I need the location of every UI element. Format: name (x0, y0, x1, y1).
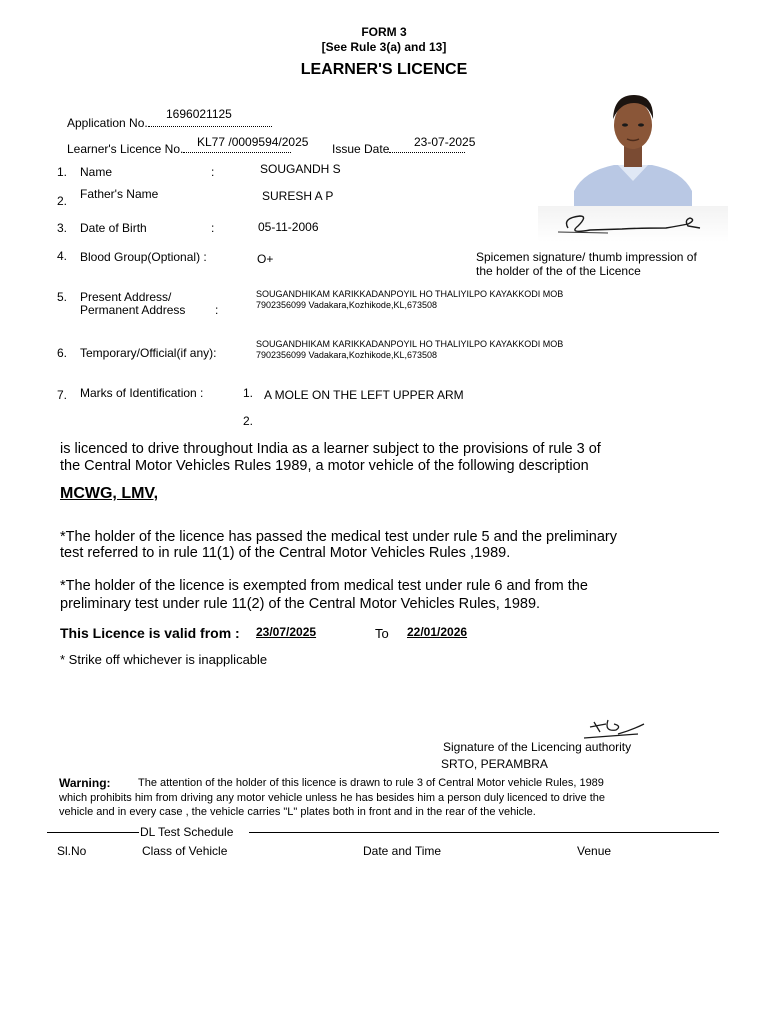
field-present-address-line1: SOUGANDHIKAM KARIKKADANPOYIL HO THALIYILPO KAYAKKODI MOB (256, 289, 564, 299)
schedule-rule-right (249, 832, 719, 833)
field-name-label: Name (80, 165, 113, 179)
specimen-caption-line2: the holder of the of the Licence (476, 264, 641, 278)
field-temporary-address-line2: 7902356099 Vadakara,Kozhikode,KL,673508 (256, 350, 437, 360)
form-number: FORM 3 (361, 25, 407, 39)
field-temporary-address-line1: SOUGANDHIKAM KARIKKADANPOYIL HO THALIYILPO KAYAKKODI MOB (256, 339, 564, 349)
body-para3-line1: *The holder of the licence is exempted from medical test under rule 6 and from the (60, 578, 588, 594)
valid-from-value: 23/07/2025 (256, 625, 317, 639)
field-present-address-label: Present Address/ (80, 290, 172, 304)
specimen-signature (538, 206, 728, 242)
application-number-value: 1696021125 (166, 107, 232, 121)
rule-reference: [See Rule 3(a) and 13] (321, 40, 447, 54)
mark-1-value: A MOLE ON THE LEFT UPPER ARM (264, 388, 464, 402)
schedule-title: DL Test Schedule (140, 825, 234, 839)
field-blood-label: Blood Group(Optional) : (80, 250, 207, 264)
field-name-value: SOUGANDH S (260, 162, 341, 176)
body-para2-line1: *The holder of the licence has passed the medical test under rule 5 and the preliminary (60, 529, 617, 545)
field-temporary-address-label: Temporary/Official(if any): (80, 346, 217, 360)
licence-number-label: Learner's Licence No. (67, 140, 291, 156)
field-father-value: SURESH A P (262, 189, 334, 203)
application-number-label: Application No. (67, 114, 272, 130)
strike-off-note: * Strike off whichever is inapplicable (60, 652, 268, 667)
licence-number-value: KL77 /0009594/2025 (197, 135, 309, 149)
field-name-colon: : (211, 165, 215, 179)
holder-photo (574, 87, 692, 207)
field-4-number: 4. (57, 249, 68, 263)
issue-date-value: 23-07-2025 (414, 135, 476, 149)
warning-label: Warning: (59, 776, 111, 790)
field-1-number: 1. (57, 165, 68, 179)
schedule-col-venue: Venue (577, 844, 612, 858)
field-3-number: 3. (57, 221, 68, 235)
schedule-rule-left (47, 832, 139, 833)
field-blood-value: O+ (257, 252, 274, 266)
mark-1-number: 1. (243, 386, 254, 400)
vehicle-class: MCWG, LMV, (60, 485, 159, 502)
field-address-colon: : (215, 303, 219, 317)
field-present-address-line2: 7902356099 Vadakara,Kozhikode,KL,673508 (256, 300, 437, 310)
body-para2-line2: test referred to in rule 11(1) of the Central Motor Vehicles Rules ,1989. (60, 545, 511, 561)
valid-from-label: This Licence is valid from : (60, 625, 240, 641)
field-dob-label: Date of Birth (80, 221, 147, 235)
schedule-col-datetime: Date and Time (363, 844, 442, 858)
issue-date-label: Issue Date (332, 140, 465, 156)
authority-office: SRTO, PERAMBRA (441, 757, 548, 771)
warning-line3: vehicle and in every case , the vehicle carries "L" plates both in front and in the rear of the vehicle. (59, 806, 536, 818)
field-dob-colon: : (211, 221, 215, 235)
field-marks-label: Marks of Identification : (80, 386, 204, 400)
field-5-number: 5. (57, 290, 68, 304)
body-para1-line1: is licenced to drive throughout India as a learner subject to the provisions of rule 3 of (60, 441, 601, 457)
body-para1-line2: the Central Motor Vehicles Rules 1989, a motor vehicle of the following description (60, 458, 589, 474)
field-2-number: 2. (57, 194, 68, 208)
warning-line2: which prohibits him from driving any motor vehicle unless he has besides him a person duly licenced to drive the (59, 792, 605, 804)
field-7-number: 7. (57, 388, 68, 402)
mark-2-number: 2. (243, 414, 254, 428)
specimen-caption-line1: Spicemen signature/ thumb impression of (476, 250, 697, 264)
specimen-signature-image (538, 206, 728, 242)
holder-photo-image (574, 87, 692, 207)
field-dob-value: 05-11-2006 (258, 220, 319, 234)
warning-line1: The attention of the holder of this licence is drawn to rule 3 of Central Motor vehicle Rules, 1989 (138, 777, 604, 789)
authority-signature-label: Signature of the Licencing authority (443, 740, 632, 754)
body-para3-line2: preliminary test under rule 11(2) of the Central Motor Vehicles Rules, 1989. (60, 596, 541, 612)
document-title: LEARNER'S LICENCE (300, 61, 468, 78)
schedule-col-class: Class of Vehicle (142, 844, 228, 858)
valid-to-label: To (375, 626, 389, 641)
field-permanent-address-label: Permanent Address (80, 303, 186, 317)
schedule-col-slno: Sl.No (57, 844, 87, 858)
valid-to-value: 22/01/2026 (407, 625, 468, 639)
field-6-number: 6. (57, 346, 68, 360)
field-father-label: Father's Name (80, 187, 159, 201)
